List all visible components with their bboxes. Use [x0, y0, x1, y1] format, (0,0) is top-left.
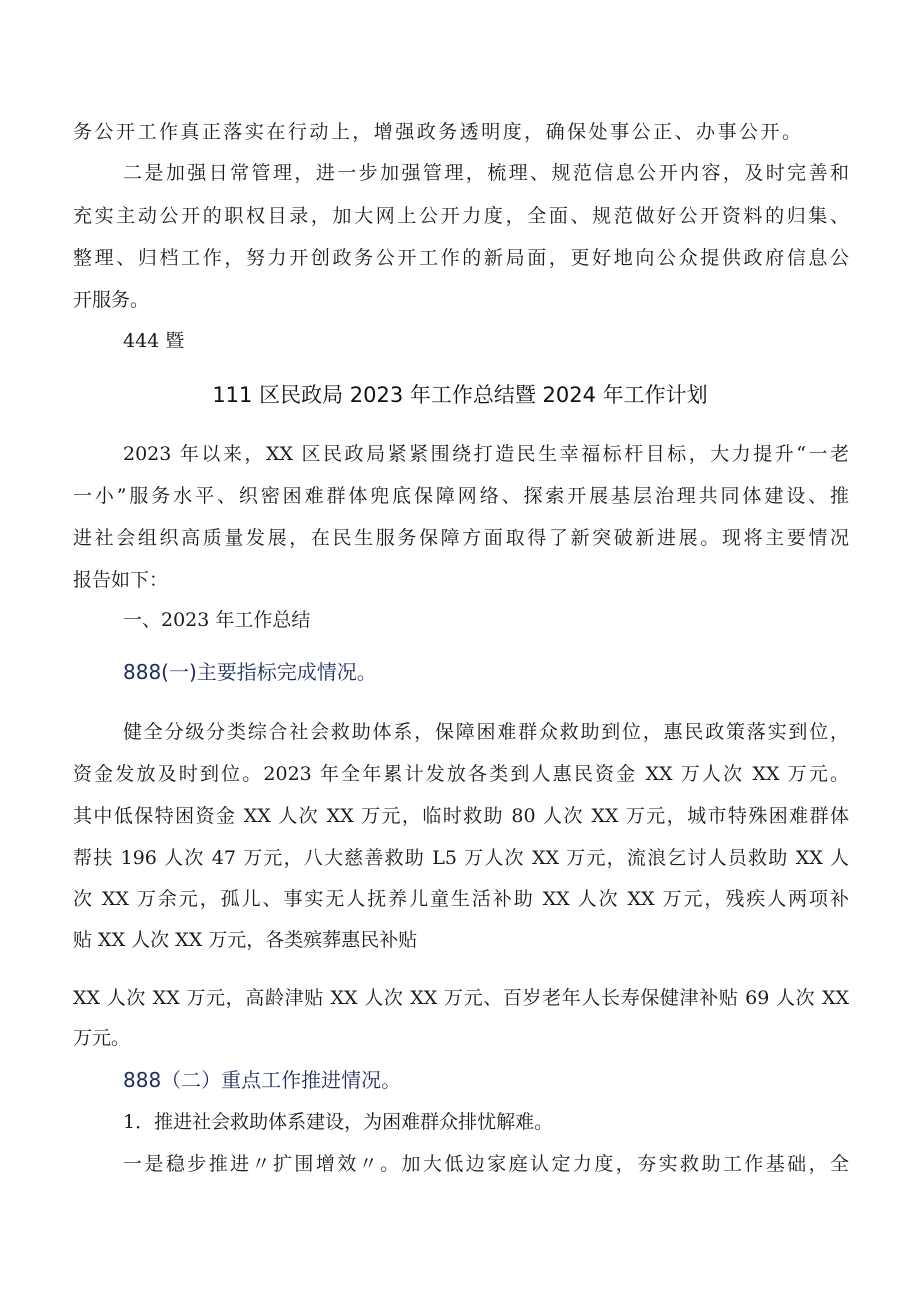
paragraph-line: 帮扶 196 人次 47 万元，八大慈善救助 L5 万人次 XX 万元，流浪乞讨人员救助 XX 人	[73, 847, 849, 869]
paragraph-line: 二是加强日常管理，进一步加强管理，梳理、规范信息公开内容，及时完善和	[123, 162, 849, 184]
stray-text: 444 暨	[123, 330, 185, 352]
paragraph-line: XX 人次 XX 万元，高龄津贴 XX 人次 XX 万元、百岁老年人长寿保健津补贴 69 人次 XX	[73, 987, 849, 1009]
paragraph-line: 务公开工作真正落实在行动上，增强政务透明度，确保处事公正、办事公开。	[73, 121, 801, 143]
paragraph-line: 贴 XX 人次 XX 万元，各类殡葬惠民补贴	[73, 929, 418, 951]
paragraph-line: 1．推进社会救助体系建设，为困难群众排忧解难。	[123, 1111, 554, 1133]
paragraph-line: 进社会组织高质量发展，在民生服务保障方面取得了新突破新进展。现将主要情况	[73, 527, 849, 549]
document-title: 111 区民政局 2023 年工作总结暨 2024 年工作计划	[212, 383, 708, 407]
paragraph-line: 万元。	[73, 1027, 131, 1049]
subsection-heading: 888(一)主要指标完成情况。	[123, 660, 377, 684]
paragraph-line: 2023 年以来，XX 区民政局紧紧围绕打造民生幸福标杆目标，大力提升“一老	[123, 443, 849, 465]
subsection-heading: 888（二）重点工作推进情况。	[123, 1068, 402, 1092]
paragraph-line: 充实主动公开的职权目录，加大网上公开力度，全面、规范做好公开资料的归集、	[73, 205, 849, 227]
paragraph-line: 次 XX 万余元，孤儿、事实无人抚养儿童生活补助 XX 人次 XX 万元，残疾人两项补	[73, 888, 849, 910]
paragraph-line: 整理、归档工作，努力开创政务公开工作的新局面，更好地向公众提供政府信息公	[73, 247, 849, 269]
paragraph-line: 一是稳步推进〃扩围增效〃。加大低边家庭认定力度，夯实救助工作基础，全	[123, 1153, 849, 1175]
paragraph-line: 报告如下：	[73, 569, 169, 591]
paragraph-line: 资金发放及时到位。2023 年全年累计发放各类到人惠民资金 XX 万人次 XX 万元。	[73, 763, 849, 785]
paragraph-line: 其中低保特困资金 XX 人次 XX 万元，临时救助 80 人次 XX 万元，城市特殊困难群体	[73, 805, 849, 827]
paragraph-line: 开服务。	[73, 289, 150, 311]
paragraph-line: 健全分级分类综合社会救助体系，保障困难群众救助到位，惠民政策落实到位，	[123, 721, 849, 743]
paragraph-line: 一小”服务水平、织密困难群体兜底保障网络、探索开展基层治理共同体建设、推	[73, 485, 849, 507]
section-heading: 一、2023 年工作总结	[123, 609, 311, 631]
